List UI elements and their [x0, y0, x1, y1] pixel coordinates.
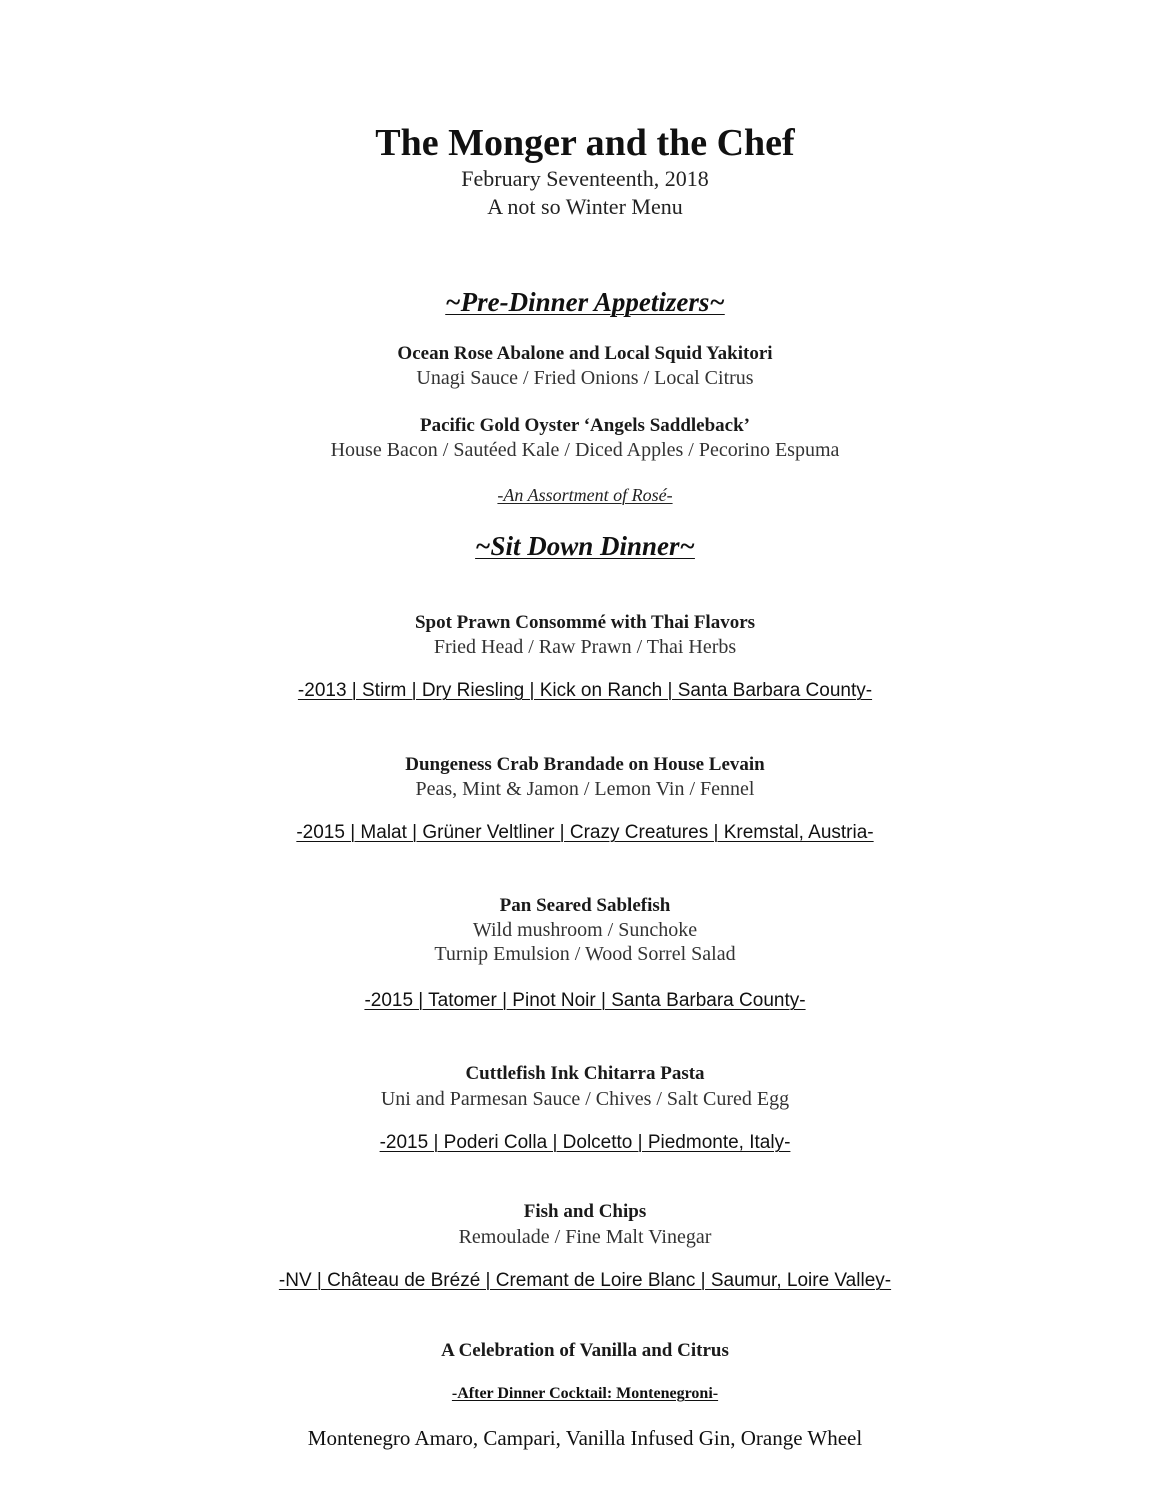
course-2-description: Peas, Mint & Jamon / Lemon Vin / Fennel [415, 778, 755, 800]
appetizers-heading: ~Pre-Dinner Appetizers~ [445, 287, 725, 317]
course-1-wine-pairing: -2013 | Stirm | Dry Riesling | Kick on Ranch | Santa Barbara County- [297, 680, 873, 701]
appetizer-1-name: Ocean Rose Abalone and Local Squid Yakitori [397, 343, 773, 364]
menu-date: February Seventeenth, 2018 [461, 166, 709, 191]
course-4-description: Uni and Parmesan Sauce / Chives / Salt Cured Egg [380, 1088, 790, 1110]
course-2-name: Dungeness Crab Brandade on House Levain [405, 754, 765, 775]
course-3-description-line-2: Turnip Emulsion / Wood Sorrel Salad [434, 943, 736, 965]
appetizer-2-description: House Bacon / Sautéed Kale / Diced Apples / Pecorino Espuma [330, 439, 840, 461]
appetizer-2-name: Pacific Gold Oyster ‘Angels Saddleback’ [419, 415, 751, 436]
cocktail-ingredients: Montenegro Amaro, Campari, Vanilla Infused Gin, Orange Wheel [307, 1426, 863, 1450]
course-1-description: Fried Head / Raw Prawn / Thai Herbs [433, 636, 737, 658]
course-5-wine-pairing: -NV | Château de Brézé | Cremant de Loire Blanc | Saumur, Loire Valley- [278, 1270, 892, 1291]
course-4-wine-pairing: -2015 | Poderi Colla | Dolcetto | Piedmonte, Italy- [379, 1132, 791, 1153]
course-1-name: Spot Prawn Consommé with Thai Flavors [414, 612, 756, 633]
appetizer-pairing: -An Assortment of Rosé- [497, 485, 673, 505]
appetizer-1-description: Unagi Sauce / Fried Onions / Local Citrus [416, 367, 754, 389]
after-dinner-cocktail: -After Dinner Cocktail: Montenegroni- [451, 1385, 719, 1402]
menu-subtitle: A not so Winter Menu [487, 194, 683, 219]
course-4-name: Cuttlefish Ink Chitarra Pasta [465, 1063, 705, 1084]
course-3-wine-pairing: -2015 | Tatomer | Pinot Noir | Santa Barbara County- [364, 990, 806, 1011]
course-5-name: Fish and Chips [523, 1201, 647, 1222]
course-3-description-line-1: Wild mushroom / Sunchoke [472, 919, 698, 941]
menu-title: The Monger and the Chef [375, 122, 795, 164]
course-3-name: Pan Seared Sablefish [499, 895, 671, 916]
dessert-name: A Celebration of Vanilla and Citrus [441, 1340, 729, 1361]
course-2-wine-pairing: -2015 | Malat | Grüner Veltliner | Crazy Creatures | Kremstal, Austria- [296, 822, 874, 843]
course-5-description: Remoulade / Fine Malt Vinegar [458, 1226, 712, 1248]
dinner-heading: ~Sit Down Dinner~ [475, 531, 695, 561]
